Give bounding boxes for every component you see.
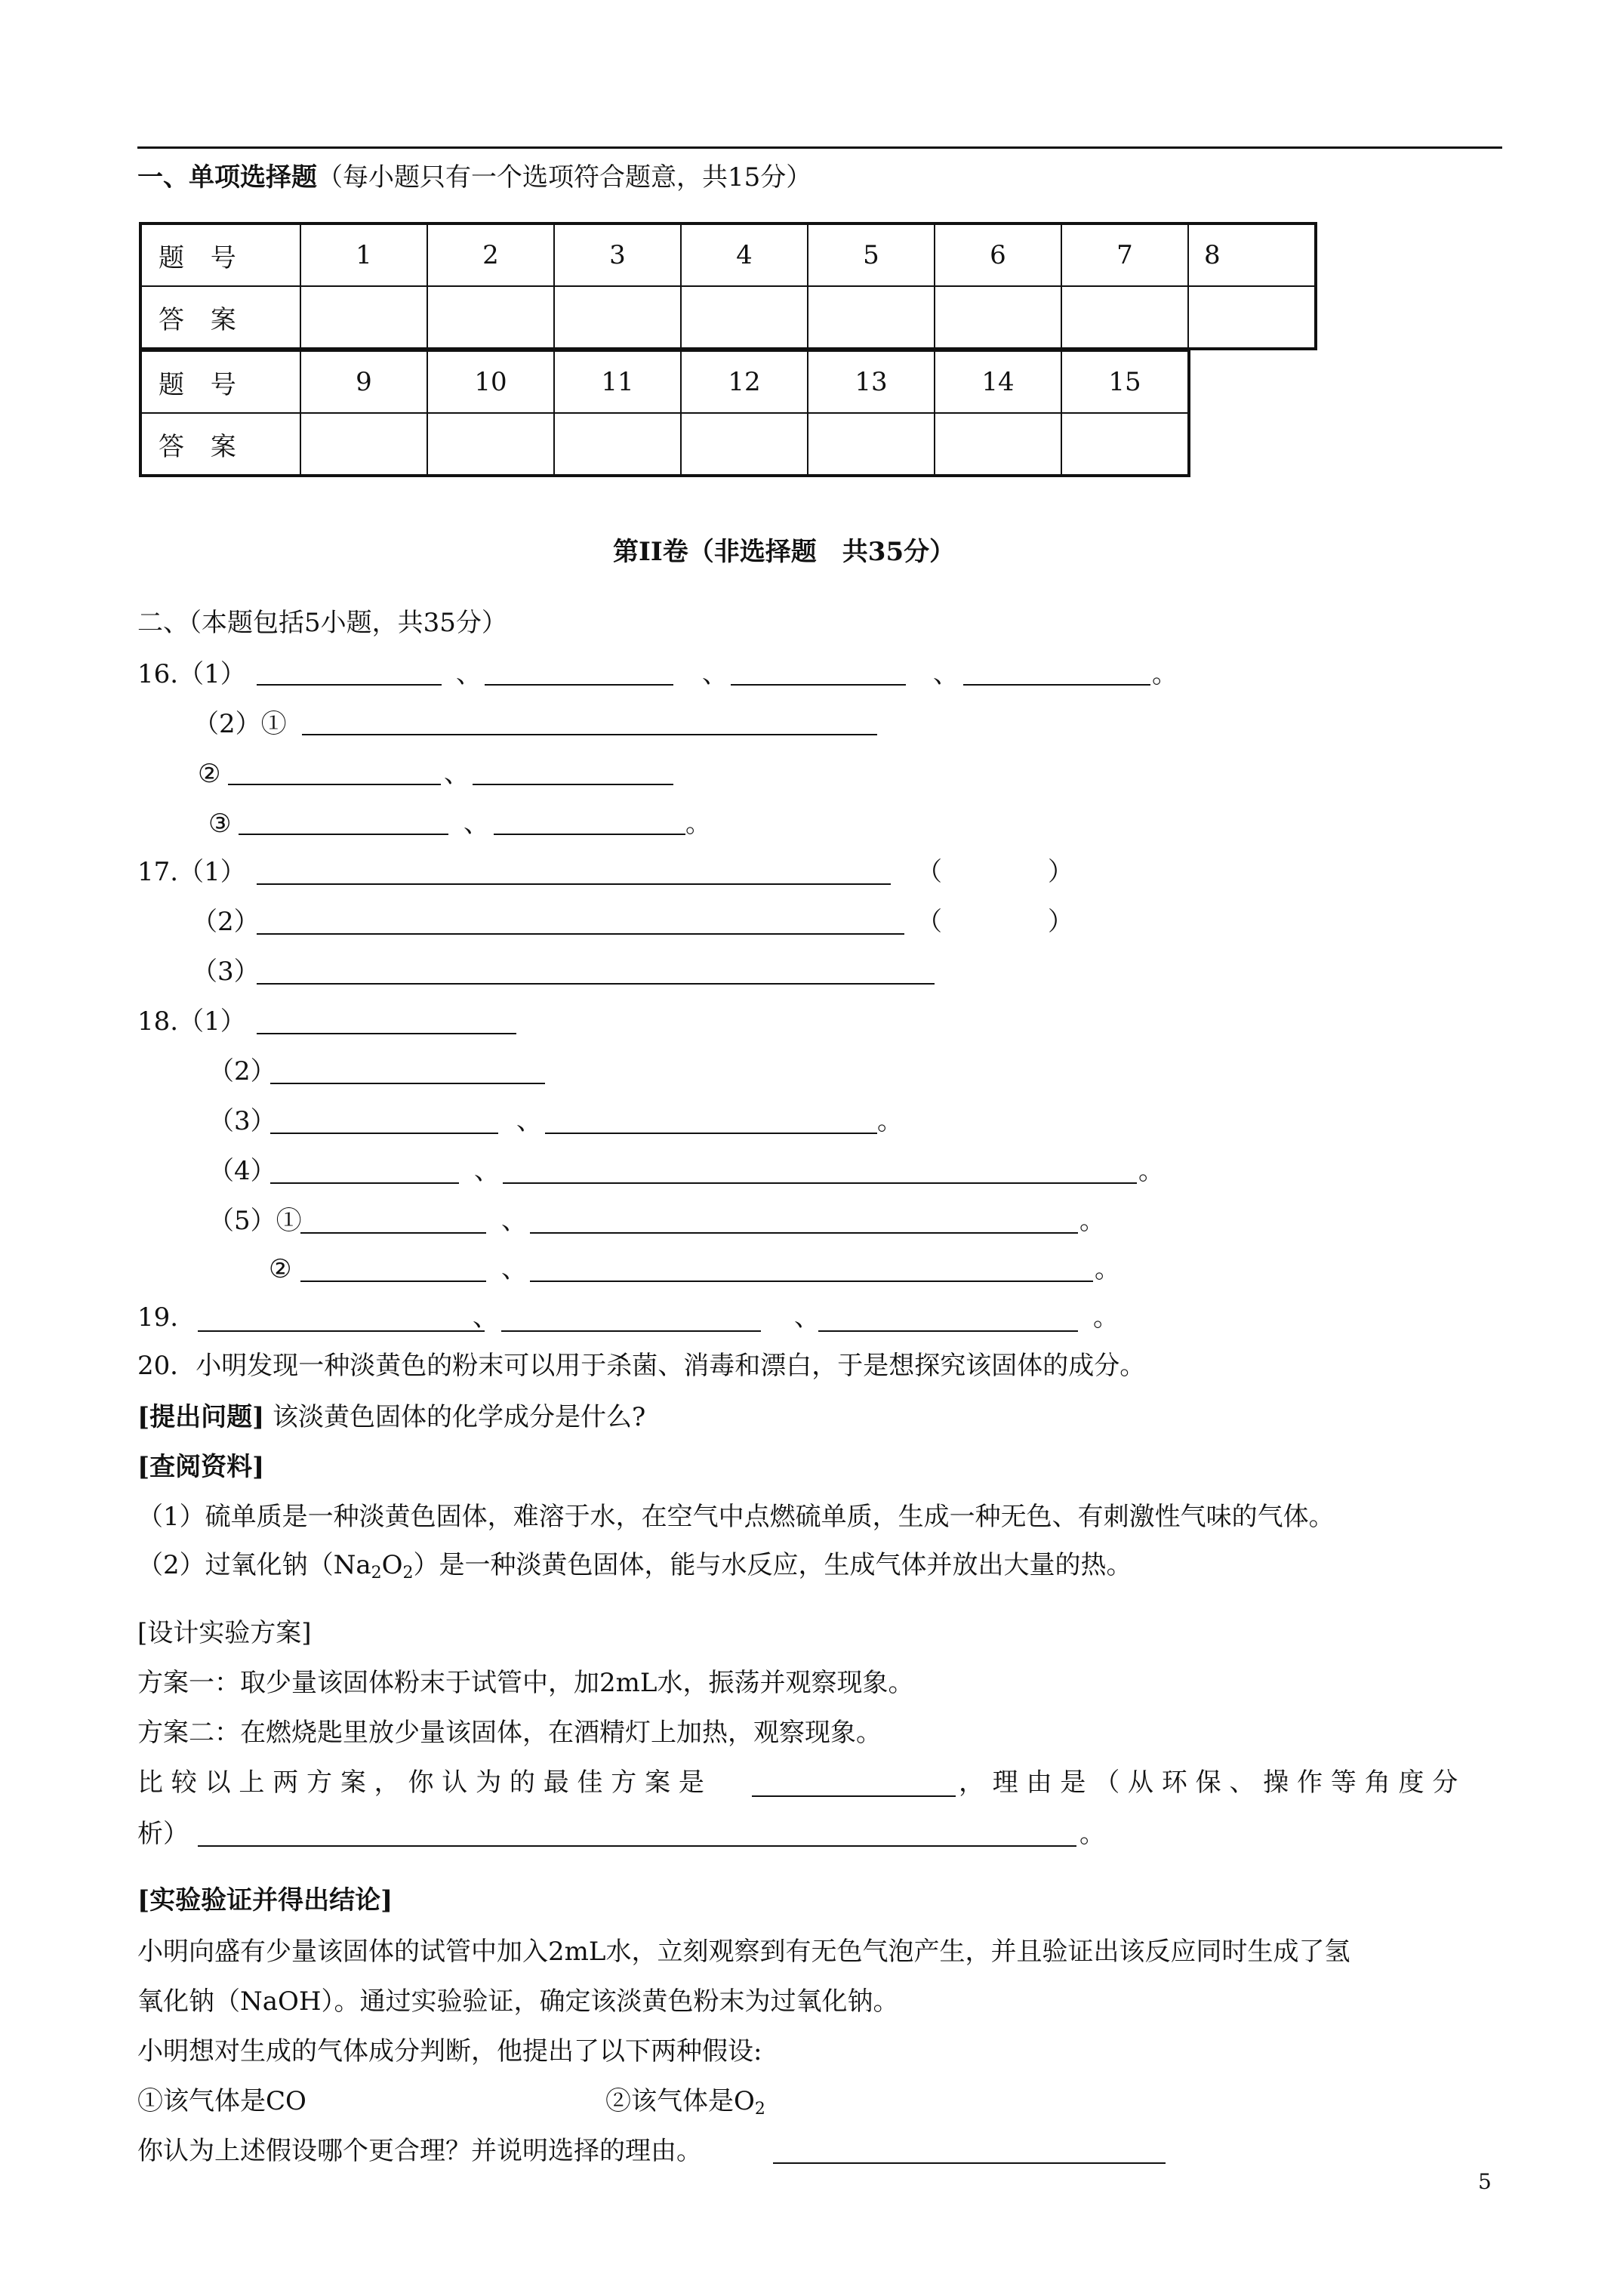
section2-heading: 二、（本题包括5小题，共35分） [137,608,507,638]
answer-cell[interactable] [681,286,808,349]
question-number: 14 [935,350,1061,413]
part2-title: 第II卷（非选择题 共35分） [613,537,956,567]
hypothesis-2 [605,2088,765,2118]
answer-blank[interactable] [731,684,906,686]
question-number: 9 [300,350,427,413]
period: 。 [1138,1156,1164,1186]
table-row [140,223,1316,286]
separator: 、 [794,1302,820,1333]
answer-blank[interactable] [818,1330,1078,1332]
question-number: 11 [554,350,681,413]
answer-blank[interactable] [545,1133,877,1134]
q16-label: 16.（1） [137,659,246,689]
paren-open: （ [916,857,942,887]
question-number: 2 [427,223,554,286]
answer-table-bottom [139,349,1190,477]
verify-line-2: 氧化钠（NaOH）。通过实验验证，确定该淡黄色粉末为过氧化钠。 [137,1986,899,2017]
answer-cell[interactable] [1061,413,1189,476]
question-number: 4 [681,223,808,286]
paren-open: （ [916,907,942,937]
ref-tag: [查阅资料] [137,1452,265,1482]
hypothesis-1: ①该气体是CO [137,2086,306,2116]
period: 。 [1095,1254,1120,1284]
table-row [140,413,1189,476]
answer-blank[interactable] [257,983,935,985]
answer-label: 答 案 [140,286,300,349]
answer-blank[interactable] [773,2162,1166,2164]
answer-cell[interactable] [808,413,935,476]
separator: 、 [463,809,489,839]
question-number-label: 题 号 [140,350,300,413]
answer-blank[interactable] [257,684,442,686]
answer-blank[interactable] [257,1033,516,1034]
section1-heading [137,162,812,193]
question-number: 7 [1061,223,1188,286]
answer-cell[interactable] [554,286,681,349]
separator: 、 [444,759,470,789]
question-number: 12 [681,350,808,413]
period: 。 [1152,659,1178,689]
q20-intro: 20．小明发现一种淡黄色的粉末可以用于杀菌、消毒和漂白，于是想探究该固体的成分。 [137,1351,1146,1381]
q16-2c-label: ③ [208,809,232,839]
section1-title: 一、单项选择题 [137,162,317,193]
answer-blank[interactable] [257,883,891,885]
separator: 、 [501,1206,527,1236]
answer-table-top [139,222,1317,350]
answer-cell[interactable] [935,413,1061,476]
compare-text-c: 析） [137,1819,189,1849]
ref2-sub2: 2 [402,1564,414,1583]
answer-cell[interactable] [681,413,808,476]
separator: 、 [501,1254,527,1284]
question-number: 1 [300,223,427,286]
answer-blank[interactable] [270,1133,498,1134]
hyp2-pre: ②该气体是O [605,2086,755,2116]
paren-close: ） [1048,857,1073,887]
answer-blank[interactable] [302,734,877,735]
answer-blank[interactable] [300,1281,486,1282]
separator: 、 [456,659,482,689]
period: 。 [877,1106,903,1136]
separator: 、 [516,1106,542,1136]
ask-text: 该淡黄色固体的化学成分是什么? [264,1402,646,1432]
separator: 、 [474,1156,500,1186]
ref-item-1: （1）硫单质是一种淡黄色固体，难溶于水，在空气中点燃硫单质，生成一种无色、有刺激性气味的气体。 [137,1502,1335,1532]
answer-blank[interactable] [485,684,673,686]
answer-cell[interactable] [808,286,935,349]
answer-blank[interactable] [501,1330,761,1332]
q18-label: 18.（1） [137,1006,246,1037]
separator: 、 [473,1302,498,1333]
section1-note: （每小题只有一个选项符合题意，共15分） [317,162,812,193]
answer-blank[interactable] [198,1845,1076,1847]
answer-blank[interactable] [300,1232,486,1234]
compare-text-a: 比 较 以 上 两 方 案 ， 你 认 为 的 最 佳 方 案 是 [137,1767,704,1798]
q18-5b-label: ② [269,1254,292,1284]
answer-cell[interactable] [300,413,427,476]
answer-blank[interactable] [257,933,904,935]
answer-blank[interactable] [228,784,441,785]
answer-cell[interactable] [554,413,681,476]
ref2-mid: O [381,1550,403,1580]
answer-blank[interactable] [473,784,673,785]
q18-3-label: （3） [208,1106,276,1136]
answer-cell[interactable] [1061,286,1188,349]
final-question: 你认为上述假设哪个更合理？并说明选择的理由。 [137,2136,702,2166]
answer-cell[interactable] [300,286,427,349]
ask-tag: [提出问题] [137,1402,265,1432]
answer-blank[interactable] [963,684,1150,686]
ref2-pre: （2）过氧化钠（Na [137,1550,371,1580]
q17-2-label: （2） [192,907,260,937]
answer-blank[interactable] [530,1232,1078,1234]
top-rule [137,146,1502,149]
period: 。 [685,809,711,839]
q20-ask-line [137,1404,645,1430]
q18-5-label: （5）① [208,1206,302,1236]
page-number: 5 [1478,2169,1492,2194]
separator: 、 [702,659,728,689]
ref2-sub1: 2 [371,1564,382,1583]
answer-blank[interactable] [530,1281,1093,1282]
answer-blank[interactable] [270,1083,545,1084]
plan-2: 方案二：在燃烧匙里放少量该固体，在酒精灯上加热，观察现象。 [137,1718,882,1748]
answer-blank[interactable] [503,1182,1137,1184]
period: 。 [1093,1302,1119,1333]
answer-cell[interactable] [427,286,554,349]
hypothesis-intro: 小明想对生成的气体成分判断，他提出了以下两种假设: [137,2036,762,2066]
table-row [140,350,1189,413]
verify-tag: [实验验证并得出结论] [137,1885,393,1915]
q16-2b-label: ② [198,759,221,789]
plan-1: 方案一：取少量该固体粉末于试管中，加2mL水，振荡并观察现象。 [137,1668,914,1698]
design-tag: [设计实验方案] [137,1618,312,1648]
question-number-label: 题 号 [140,223,300,286]
question-number: 13 [808,350,935,413]
q18-2-label: （2） [208,1056,276,1086]
verify-line-1: 小明向盛有少量该固体的试管中加入2mL水，立刻观察到有无色气泡产生，并且验证出该反应同时生成了氢 [137,1937,1350,1967]
question-number: 6 [935,223,1061,286]
answer-cell[interactable] [427,413,554,476]
ref2-post: ）是一种淡黄色固体，能与水反应，生成气体并放出大量的热。 [413,1550,1132,1580]
ref-item-2 [137,1552,1132,1582]
answer-blank[interactable] [270,1182,459,1184]
question-number: 3 [554,223,681,286]
question-number: 10 [427,350,554,413]
question-number: 5 [808,223,935,286]
q16-2-label: （2）① [193,709,287,739]
answer-cell[interactable] [935,286,1061,349]
answer-blank[interactable] [198,1330,485,1332]
answer-blank[interactable] [239,834,448,835]
compare-text-b: ， 理 由 是 （ 从 环 保 、 操 作 等 角 度 分 [959,1767,1458,1798]
period: 。 [1079,1819,1105,1849]
table-row [140,286,1316,349]
question-number: 8 [1188,223,1316,286]
answer-label: 答 案 [140,413,300,476]
paren-close: ） [1048,907,1073,937]
answer-cell[interactable] [1188,286,1316,349]
q17-3-label: （3） [192,957,260,987]
hyp2-sub: 2 [754,2100,765,2119]
period: 。 [1079,1206,1105,1236]
q19-label: 19. [137,1302,179,1333]
q17-label: 17.（1） [137,857,246,887]
separator: 、 [933,659,959,689]
question-number: 15 [1061,350,1189,413]
answer-blank[interactable] [494,834,685,835]
q18-4-label: （4） [208,1156,276,1186]
answer-blank[interactable] [752,1795,956,1797]
